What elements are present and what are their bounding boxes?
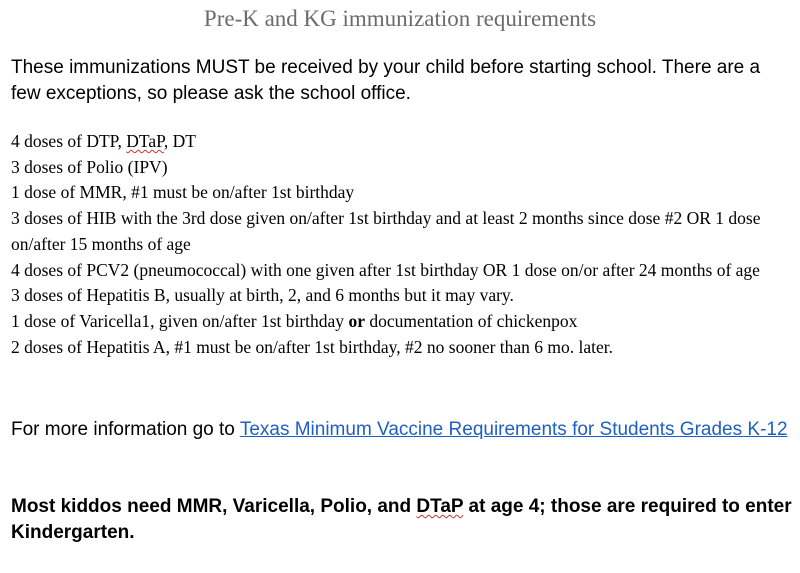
requirements-list [11, 129, 796, 360]
spellcheck-flagged-word-closing[interactable]: DTaP [416, 496, 464, 517]
requirement-pcv: 4 doses of PCV2 (pneumococcal) with one given after 1st birthday OR 1 dose on/or after 24 months of age [11, 259, 760, 280]
vaccine-requirements-link[interactable]: Texas Minimum Vaccine Requirements for Students Grades K-12 [239, 419, 788, 440]
requirement-polio: 3 doses of Polio (IPV) [11, 156, 168, 177]
requirement-dtp-text-end: , DT [163, 131, 196, 151]
requirement-mmr: 1 dose of MMR, #1 must be on/after 1st birthday [11, 182, 355, 203]
requirement-dtp-text: 4 doses of DTP, [11, 131, 127, 151]
requirement-dtp [11, 129, 796, 155]
closing-note-text: Most kiddos need MMR, Varicella, Polio, and [11, 496, 417, 517]
requirement-varicella [11, 309, 796, 335]
more-info-text: For more information go to [11, 419, 240, 440]
closing-note-text-end: at age 4; those are required to enter Kindergarten. [11, 496, 792, 543]
spellcheck-flagged-word[interactable]: DTaP [126, 131, 164, 151]
more-info-paragraph [11, 417, 791, 443]
requirement-varicella-text: 1 dose of Varicella1, given on/after 1st birthday [11, 310, 349, 331]
requirement-varicella-text-end: documentation of chickenpox [364, 310, 578, 331]
requirement-hepatitis-a: 2 doses of Hepatitis A, #1 must be on/after 1st birthday, #2 no sooner than 6 mo. later. [11, 336, 614, 357]
requirement-hib: 3 doses of HIB with the 3rd dose given on/after 1st birthday and at least 2 months since dose #2 OR 1 dose on/after 15 months of age [11, 208, 761, 254]
requirement-hepatitis-b: 3 doses of Hepatitis B, usually at birth, 2, and 6 months but it may vary. [11, 285, 514, 306]
intro-paragraph: These immunizations MUST be received by your child before starting school. There are a few exceptions, so please ask the school office. [11, 57, 761, 104]
closing-note [11, 494, 796, 546]
document-title: Pre-K and KG immunization requirements [203, 6, 597, 31]
requirement-varicella-or: or [348, 310, 365, 331]
